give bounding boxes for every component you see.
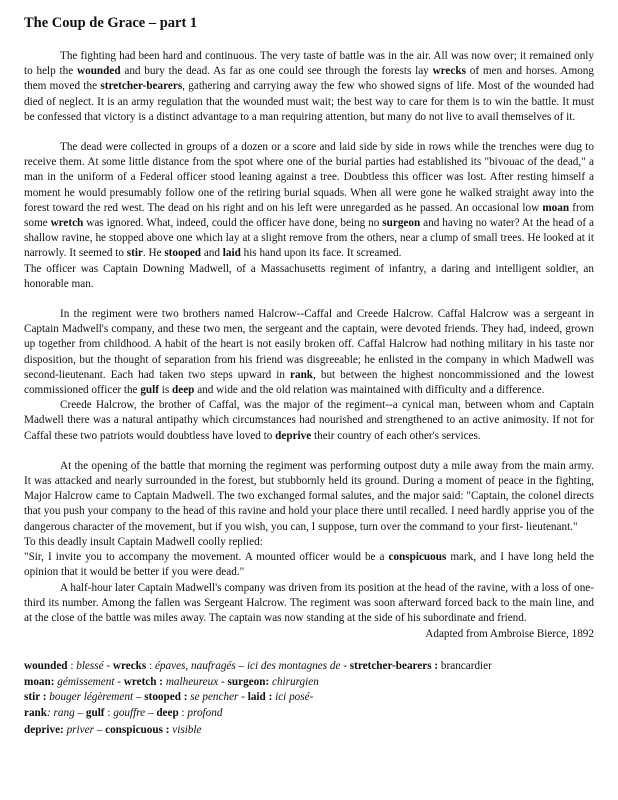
paragraph-text: , gathering and carrying away the few who showed signs of life. Most of the wounded had died of neglect. It is an army regulation that the wounded must wait; the best way to care for them is to win the battle. It must be confessed that victory is a distinct advantage to a man requiring attention, but many do not live to avail themselves of it. xyxy=(24,80,594,123)
glossary-text: - xyxy=(103,660,113,673)
vocabulary-word: laid : xyxy=(247,691,273,704)
vocabulary-word: rank xyxy=(24,706,48,719)
vocabulary-word: conspicuous xyxy=(388,551,447,564)
vocabulary-word: stir : xyxy=(24,691,47,704)
paragraph xyxy=(24,459,594,535)
vocabulary-word: wounded xyxy=(24,660,68,673)
paragraph xyxy=(24,307,594,398)
glossary-text: : xyxy=(104,706,114,719)
vocabulary-word: wounded xyxy=(77,65,121,78)
translation-text: épaves, naufragés – ici des montagnes de xyxy=(154,660,341,673)
paragraph xyxy=(24,140,594,262)
paragraph-text: their country of each other's services. xyxy=(311,429,481,442)
paragraph-text: his hand upon its face. It screamed. xyxy=(240,247,402,260)
vocabulary-glossary xyxy=(24,659,594,738)
glossary-text: – xyxy=(74,706,86,719)
vocabulary-word: moan: xyxy=(24,675,55,688)
paragraph-text: To this deadly insult Captain Madwell coolly replied: xyxy=(24,535,263,548)
vocabulary-word: deep xyxy=(172,384,195,397)
glossary-text: - xyxy=(238,691,248,704)
vocabulary-word: deep xyxy=(156,706,179,719)
glossary-text: brancardier xyxy=(438,660,492,673)
translation-text: profond xyxy=(187,706,223,719)
paragraph-text: is xyxy=(158,384,173,397)
vocabulary-word: stooped : xyxy=(144,691,188,704)
translation-text: ici posé- xyxy=(275,691,314,704)
translation-text: : xyxy=(47,706,51,719)
paragraph-text: Creede Halcrow, the brother of Caffal, was the major of the regiment--a cynical man, between whom and Captain Madwell there was a natural antipathy which circumstances had nourished and strengthened to an active animosity. If not for Caffal these two patriots would doubtless have loved to xyxy=(24,399,594,442)
glossary-text: : xyxy=(178,706,188,719)
glossary-line xyxy=(24,723,594,738)
vocabulary-word: stooped xyxy=(164,247,202,260)
translation-text: gémissement xyxy=(57,675,115,688)
translation-text: gouffre xyxy=(113,706,146,719)
paragraph-text: A half-hour later Captain Madwell's company was driven from its position at the head of the ravine, with a loss of one-third its number. Among the fallen was Sergeant Halcrow. The regiment was soon afterward forced back to the main line, and at the close of the battle was miles away. The captain was now standing at the side of his subordinate and friend. xyxy=(24,581,594,624)
translation-text: bouger légèrement xyxy=(49,691,134,704)
vocabulary-word: gulf xyxy=(140,384,159,397)
paragraph-text: , but between the highest noncommissioned and the lowest commissioned officer the xyxy=(24,368,594,397)
glossary-text: : xyxy=(146,660,155,673)
paragraph-text: The officer was Captain Downing Madwell, of a Massachusetts regiment of infantry, a daring and intelligent soldier, an honorable man. xyxy=(24,262,594,290)
vocabulary-word: wrecks xyxy=(432,65,466,78)
glossary-text: – xyxy=(93,723,106,736)
paragraph-text: In the regiment were two brothers named Halcrow--Caffal and Creede Halcrow. Caffal Halcrow was a sergeant in Captain Madwell's company, and these two men, the sergeant and the captain, were devoted friends. They had, indeed, grown up together from childhood. A habit of the heart is not easily broken off. Caffal Halcrow had nothing military in his taste nor disposition, but the thought of separation from his friend was disgreeable; he enlisted in the company in which Madwell was second-lieutenant. Each had taken two steps upward in xyxy=(24,308,594,381)
paragraph-text: At the opening of the battle that morning the regiment was performing outpost duty a mile away from the main army. It was attacked and nearly surrounded in the forest, but stubbornly held its ground. During a moment of peace in the fighting, Major Halcrow came to Captain Madwell. The two exchanged formal salutes, and the major said: "Captain, the colonel directs that you push your company to the head of this ravine and hold your place there until recalled. I need hardly apprise you of the dangerous character of the movement, but if you wish, you can, I suppose, turn over the command to your first- lieutenant." xyxy=(24,459,594,533)
vocabulary-word: moan xyxy=(542,201,570,214)
document-title: The Coup de Grace – part 1 xyxy=(24,15,198,31)
vocabulary-word: wretch : xyxy=(123,675,164,688)
paragraph-text: . He xyxy=(142,247,165,260)
paragraph-text: The dead were collected in groups of a dozen or a score and laid side by side in rows while the trenches were dug to receive them. At some little distance from the spot where one of the burial parties had established its "bivouac of the dead," a man in the uniform of a Federal officer stood leaning against a tree. Doubtless this officer was lost. After resting himself a moment he would presumably follow one of the retiring burial squads. When all were gone he walked straight away into the forest toward the red west. The dead on his right and on his left were unregarded as he passed. An occasional low xyxy=(24,141,594,214)
glossary-text: - xyxy=(340,660,350,673)
paragraph-text: and xyxy=(201,247,223,260)
glossary-text: - xyxy=(218,675,228,688)
vocabulary-word: conspicuous : xyxy=(105,723,170,736)
vocabulary-word: stretcher-bearers : xyxy=(349,660,439,673)
glossary-line xyxy=(24,659,594,674)
paragraph-text: from some xyxy=(24,201,595,230)
vocabulary-word: wretch xyxy=(50,217,84,230)
paragraph-text: and having no water? At the head of a shallow ravine, he stopped above one which lay at a slight remove from the others, near a clump of small trees. He looked at it narrowly. It seemed to xyxy=(24,217,594,260)
vocabulary-word: stir xyxy=(126,247,143,260)
paragraph xyxy=(24,49,594,125)
translation-text: visible xyxy=(172,723,202,736)
vocabulary-word: deprive: xyxy=(24,723,64,736)
paragraph xyxy=(24,535,594,550)
translation-text: malheureux xyxy=(165,675,219,688)
glossary-text: - xyxy=(114,675,124,688)
paragraph-text: The fighting had been hard and continuous. The very taste of battle was in the air. All was now over; it remained only to help the xyxy=(24,50,594,78)
glossary-line xyxy=(24,690,594,705)
paragraph-text: mark, and I have long held the opinion that it would be better if you were dead." xyxy=(24,551,594,579)
paragraph-text: was ignored. What, indeed, could the officer have done, being no xyxy=(83,217,383,230)
paragraph xyxy=(24,550,594,580)
vocabulary-word: wrecks xyxy=(112,660,147,673)
paragraph xyxy=(24,262,594,292)
translation-text: priver xyxy=(66,723,94,736)
glossary-line xyxy=(24,706,594,721)
glossary-text: – xyxy=(133,691,145,704)
vocabulary-word: deprive xyxy=(275,429,312,442)
paragraph-text: of men and horses. Among them moved the xyxy=(24,65,594,93)
vocabulary-word: surgeon xyxy=(382,217,421,230)
translation-text: blessé xyxy=(76,660,104,673)
story-body xyxy=(24,49,594,642)
attribution: Adapted from Ambroise Bierce, 1892 xyxy=(425,628,594,641)
vocabulary-word: gulf xyxy=(85,706,105,719)
paragraph xyxy=(24,581,594,627)
translation-text: chirurgien xyxy=(272,675,319,688)
glossary-line xyxy=(24,675,594,690)
translation-text: se pencher xyxy=(190,691,239,704)
vocabulary-word: surgeon: xyxy=(227,675,270,688)
vocabulary-word: laid xyxy=(222,247,241,260)
paragraph xyxy=(24,398,594,444)
translation-text: rang xyxy=(53,706,75,719)
vocabulary-word: stretcher-bearers xyxy=(100,80,183,93)
glossary-text: : xyxy=(67,660,77,673)
paragraph-text: and wide and the old relation was maintained with difficulty and a difference. xyxy=(194,384,545,397)
paragraph-text: "Sir, I invite you to accompany the movement. A mounted officer would be a xyxy=(24,551,389,564)
vocabulary-word: rank xyxy=(290,368,314,381)
glossary-text: – xyxy=(145,706,157,719)
paragraph-text: and bury the dead. As far as one could see through the forests lay xyxy=(120,65,433,78)
